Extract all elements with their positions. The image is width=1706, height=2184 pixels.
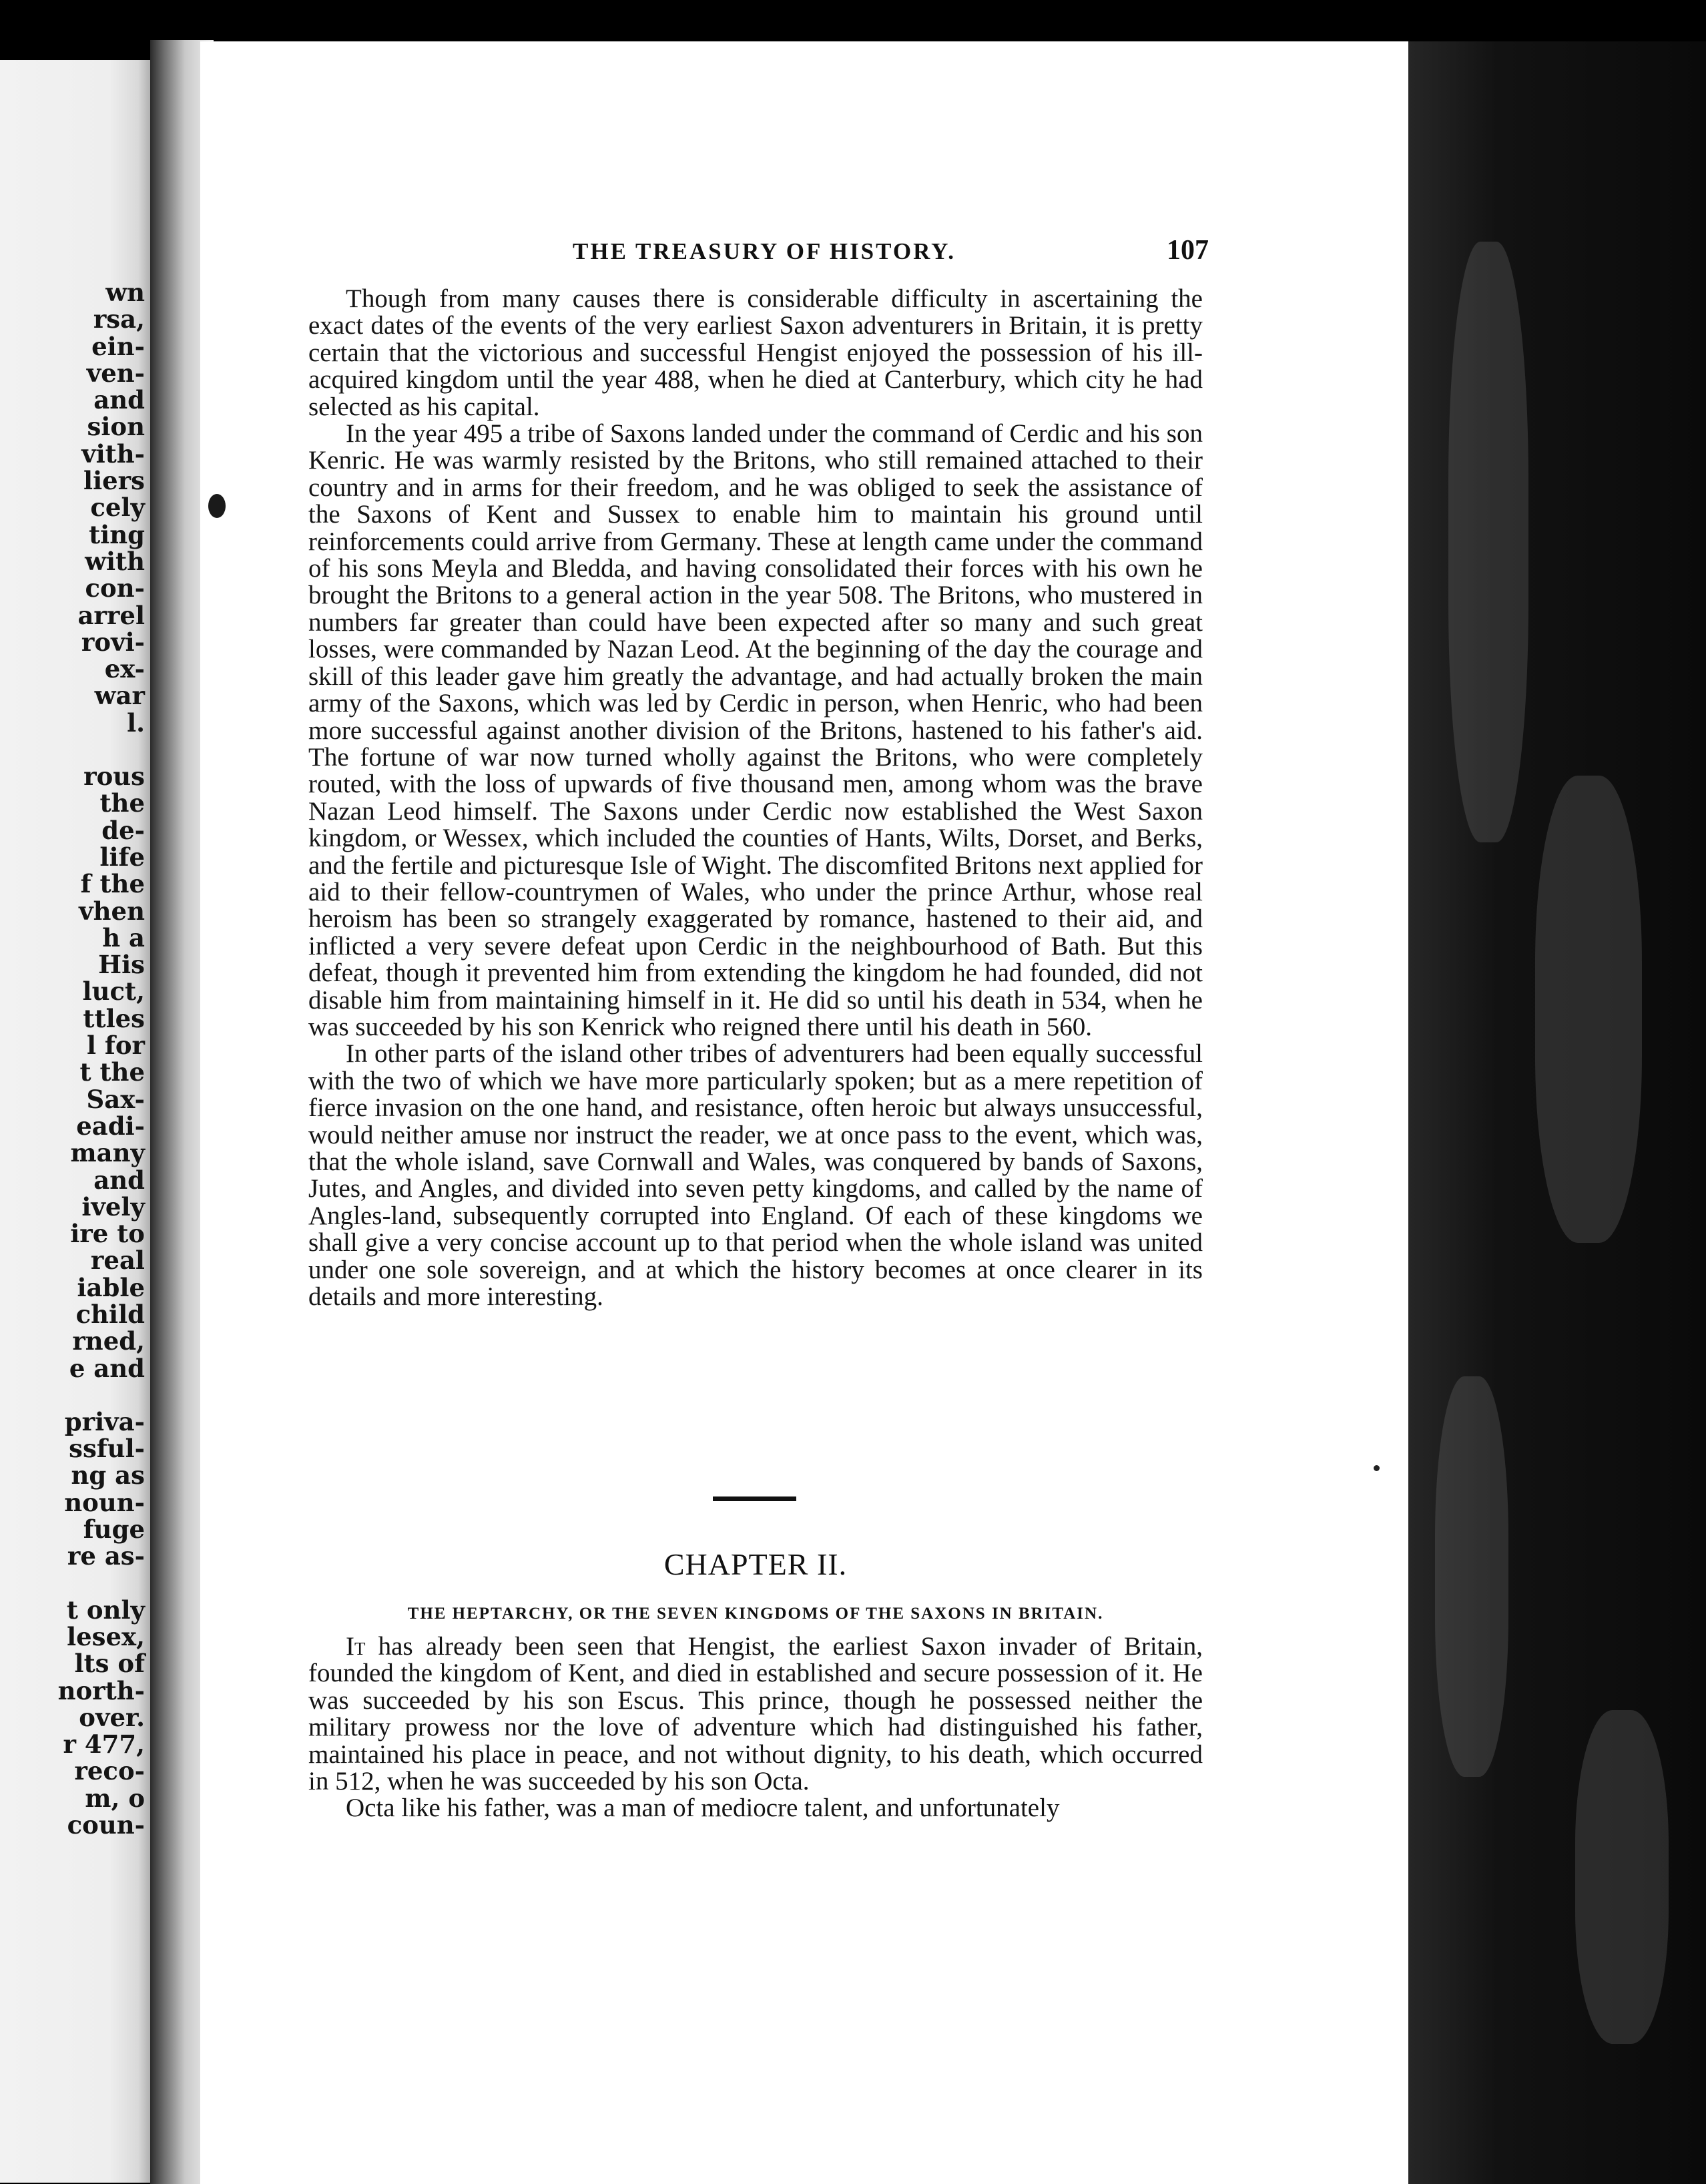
left-page-line: rous <box>83 762 145 792</box>
paragraph: Octa like his father, was a man of mediocre talent, and unfortunately <box>346 1794 1060 1823</box>
left-page-line: the <box>99 788 145 818</box>
left-page-line: t the <box>79 1057 145 1087</box>
left-page-line: sion <box>87 412 145 442</box>
running-head: THE TREASURY OF HISTORY. <box>573 238 956 264</box>
paragraph: In the year 495 a tribe of Saxons landed under the command of Cerdic and his son Kenric. He was warmly resisted by the Britons, who still remained attached to their country and in arms for their freedom, and he was obliged to seek the assistance of the Saxons of Kent and Sussex to enable him to maintain his ground until reinforcements could arrive from Germany. These at length came under the command of his sons Meyla and Bledda, and having consolidated their forces with his own he brought the Britons to a general action in the year 508. The Britons, who mustered in numbers far greater than could have been expected after so many and such great losses, were commanded by Nazan Leod. At the beginning of the day the courage and skill of this leader gave him greatly the advantage, and had actually broken the main army of the Saxons, which was led by Cerdic in person, when Henric, who had been more successful against another division of the Britons, hastened to his father's aid. The fortune of war now turned wholly against the Britons, who were completely routed, with the loss of upwards of five thousand men, among whom was the brave Nazan Leod himself. The Saxons under Cerdic now established the West Saxon kingdom, or Wessex, which included the counties of Hants, Wilts, Dorset, and Berks, and the fertile and picturesque Isle of Wight. The discomfited Britons next applied for aid to their fellow-countrymen of Wales, who under the prince Arthur, whose real heroism has been so strangely exaggerated by romance, hastened to their aid, and inflicted a very severe defeat upon Cerdic in the neighbourhood of Bath. But this defeat, though it prevented him from extending the kingdom he had founded, did not disable him from maintaining himself in it. He did so until his death in 534, when he was succeeded by his son Kenrick who reigned there until his death in 560. <box>308 419 1203 1041</box>
left-page-line: ng as <box>71 1460 145 1490</box>
left-page-line: liers <box>83 466 145 496</box>
left-page-line: l. <box>127 708 145 738</box>
left-page-line: arrel <box>77 600 145 630</box>
left-page-line: de- <box>101 815 145 845</box>
left-page-line: e and <box>69 1353 145 1383</box>
page-hole-mark <box>208 494 226 518</box>
left-page-line: wn <box>105 278 145 307</box>
left-page-line: cely <box>90 493 145 523</box>
left-page-line: lts of <box>74 1649 145 1679</box>
left-page-line: rned, <box>72 1326 145 1356</box>
left-page-line: rovi- <box>81 627 145 657</box>
left-page-line: ex- <box>104 654 145 684</box>
left-page-line: and <box>93 385 145 415</box>
left-page-line: north- <box>57 1675 145 1705</box>
left-page-line: priva- <box>64 1406 145 1436</box>
main-text <box>308 286 1203 1310</box>
left-page-line: over. <box>79 1702 145 1732</box>
line-gap <box>0 736 145 763</box>
left-page-line: m, o <box>85 1783 145 1813</box>
chapter-text <box>308 1633 1203 1822</box>
left-page-line: rsa, <box>93 304 145 334</box>
left-page-line: lesex, <box>67 1621 145 1651</box>
left-page-line: reco- <box>74 1756 145 1786</box>
left-page-line: ting <box>89 519 145 549</box>
left-page-line: war <box>94 681 145 711</box>
left-page-line: t only <box>66 1595 145 1625</box>
left-page-line: re as- <box>67 1541 145 1571</box>
left-page-line: eadi- <box>76 1111 145 1141</box>
left-page-line: f the <box>80 869 145 899</box>
page-number: 107 <box>1167 235 1209 266</box>
left-page-line: con- <box>85 573 145 603</box>
left-page-line: Sax- <box>86 1084 145 1114</box>
left-page-line: ein- <box>91 331 145 361</box>
left-page-line: l for <box>86 1031 145 1061</box>
left-page-line: real <box>90 1246 145 1276</box>
left-page-line: ven- <box>86 358 145 388</box>
paragraph: Though from many causes there is considerable difficulty in ascertaining the exact dates of the events of the very earliest Saxon adventurers in Britain, it is pretty certain that the victorious and successful Hengist enjoyed the possession of his ill-acquired kingdom until the year 488, when he died at Canterbury, which city he had selected as his capital. <box>308 284 1203 421</box>
section-divider-rule <box>713 1496 796 1501</box>
chapter-title: CHAPTER II. <box>663 1547 848 1581</box>
line-gap <box>0 1570 145 1597</box>
left-page-line: ire to <box>70 1219 145 1249</box>
left-page-line: His <box>98 950 145 980</box>
dark-background-edge <box>1408 41 1706 2184</box>
left-page-line: with <box>85 546 145 576</box>
left-page-line: ssful- <box>69 1434 145 1464</box>
left-page-line: vhen <box>79 896 145 926</box>
drop-lead-word: It <box>346 1632 366 1661</box>
left-page-line: noun- <box>64 1487 145 1517</box>
chapter-subtitle: THE HEPTARCHY, OR THE SEVEN KINGDOMS OF THE SAXONS IN BRITAIN. <box>407 1605 1104 1623</box>
left-page-text-fragments <box>0 279 145 1838</box>
speck-mark <box>1374 1465 1380 1471</box>
paragraph <box>308 1633 1203 1795</box>
left-page-line: fuge <box>83 1515 145 1545</box>
left-page-line: ttles <box>83 1003 145 1033</box>
paragraph: In other parts of the island other tribes of adventurers had been equally successful with the two of which we have more particularly spoken; but as a mere repetition of fierce invasion on the one hand, and resistance, often heroic but always unsuccessful, would neither amuse nor instruct the reader, we at once pass to the event, which was, that the whole island, save Cornwall and Wales, was conquered by bands of Saxons, Jutes, and Angles, and divided into seven petty kingdoms, and called by the name of Angles-land, subsequently corrupted into England. Of each of these kingdoms we shall give a very concise account up to that period when the whole island was united under one sole sovereign, and at which the history becomes at once clearer in its details and more interesting. <box>308 1039 1203 1312</box>
left-page-line: iable <box>77 1272 145 1302</box>
left-page-line: life <box>99 842 145 872</box>
left-page-line: r 477, <box>63 1729 145 1759</box>
line-gap <box>0 1382 145 1408</box>
paragraph-body: has already been seen that Hengist, the earliest Saxon invader of Britain, founded the kingdom of Kent, and died in established and secure possession of it. He was succeeded by his son Escus. This prince, though he possessed neither the military prowess nor the love of adventure which had distinguished his father, maintained his place in peace, and not without dignity, to his death, which occurred in 512, when he was succeeded by his son Octa. <box>308 1632 1203 1796</box>
left-facing-page <box>0 60 157 2183</box>
left-page-line: and <box>93 1165 145 1195</box>
left-page-line: ively <box>81 1191 145 1221</box>
left-page-line: h a <box>102 922 145 952</box>
left-page-line: vith- <box>81 439 145 469</box>
left-page-line: many <box>70 1138 145 1168</box>
left-page-line: luct, <box>82 977 145 1007</box>
left-page-line: coun- <box>67 1810 145 1840</box>
left-page-line: child <box>75 1299 145 1329</box>
